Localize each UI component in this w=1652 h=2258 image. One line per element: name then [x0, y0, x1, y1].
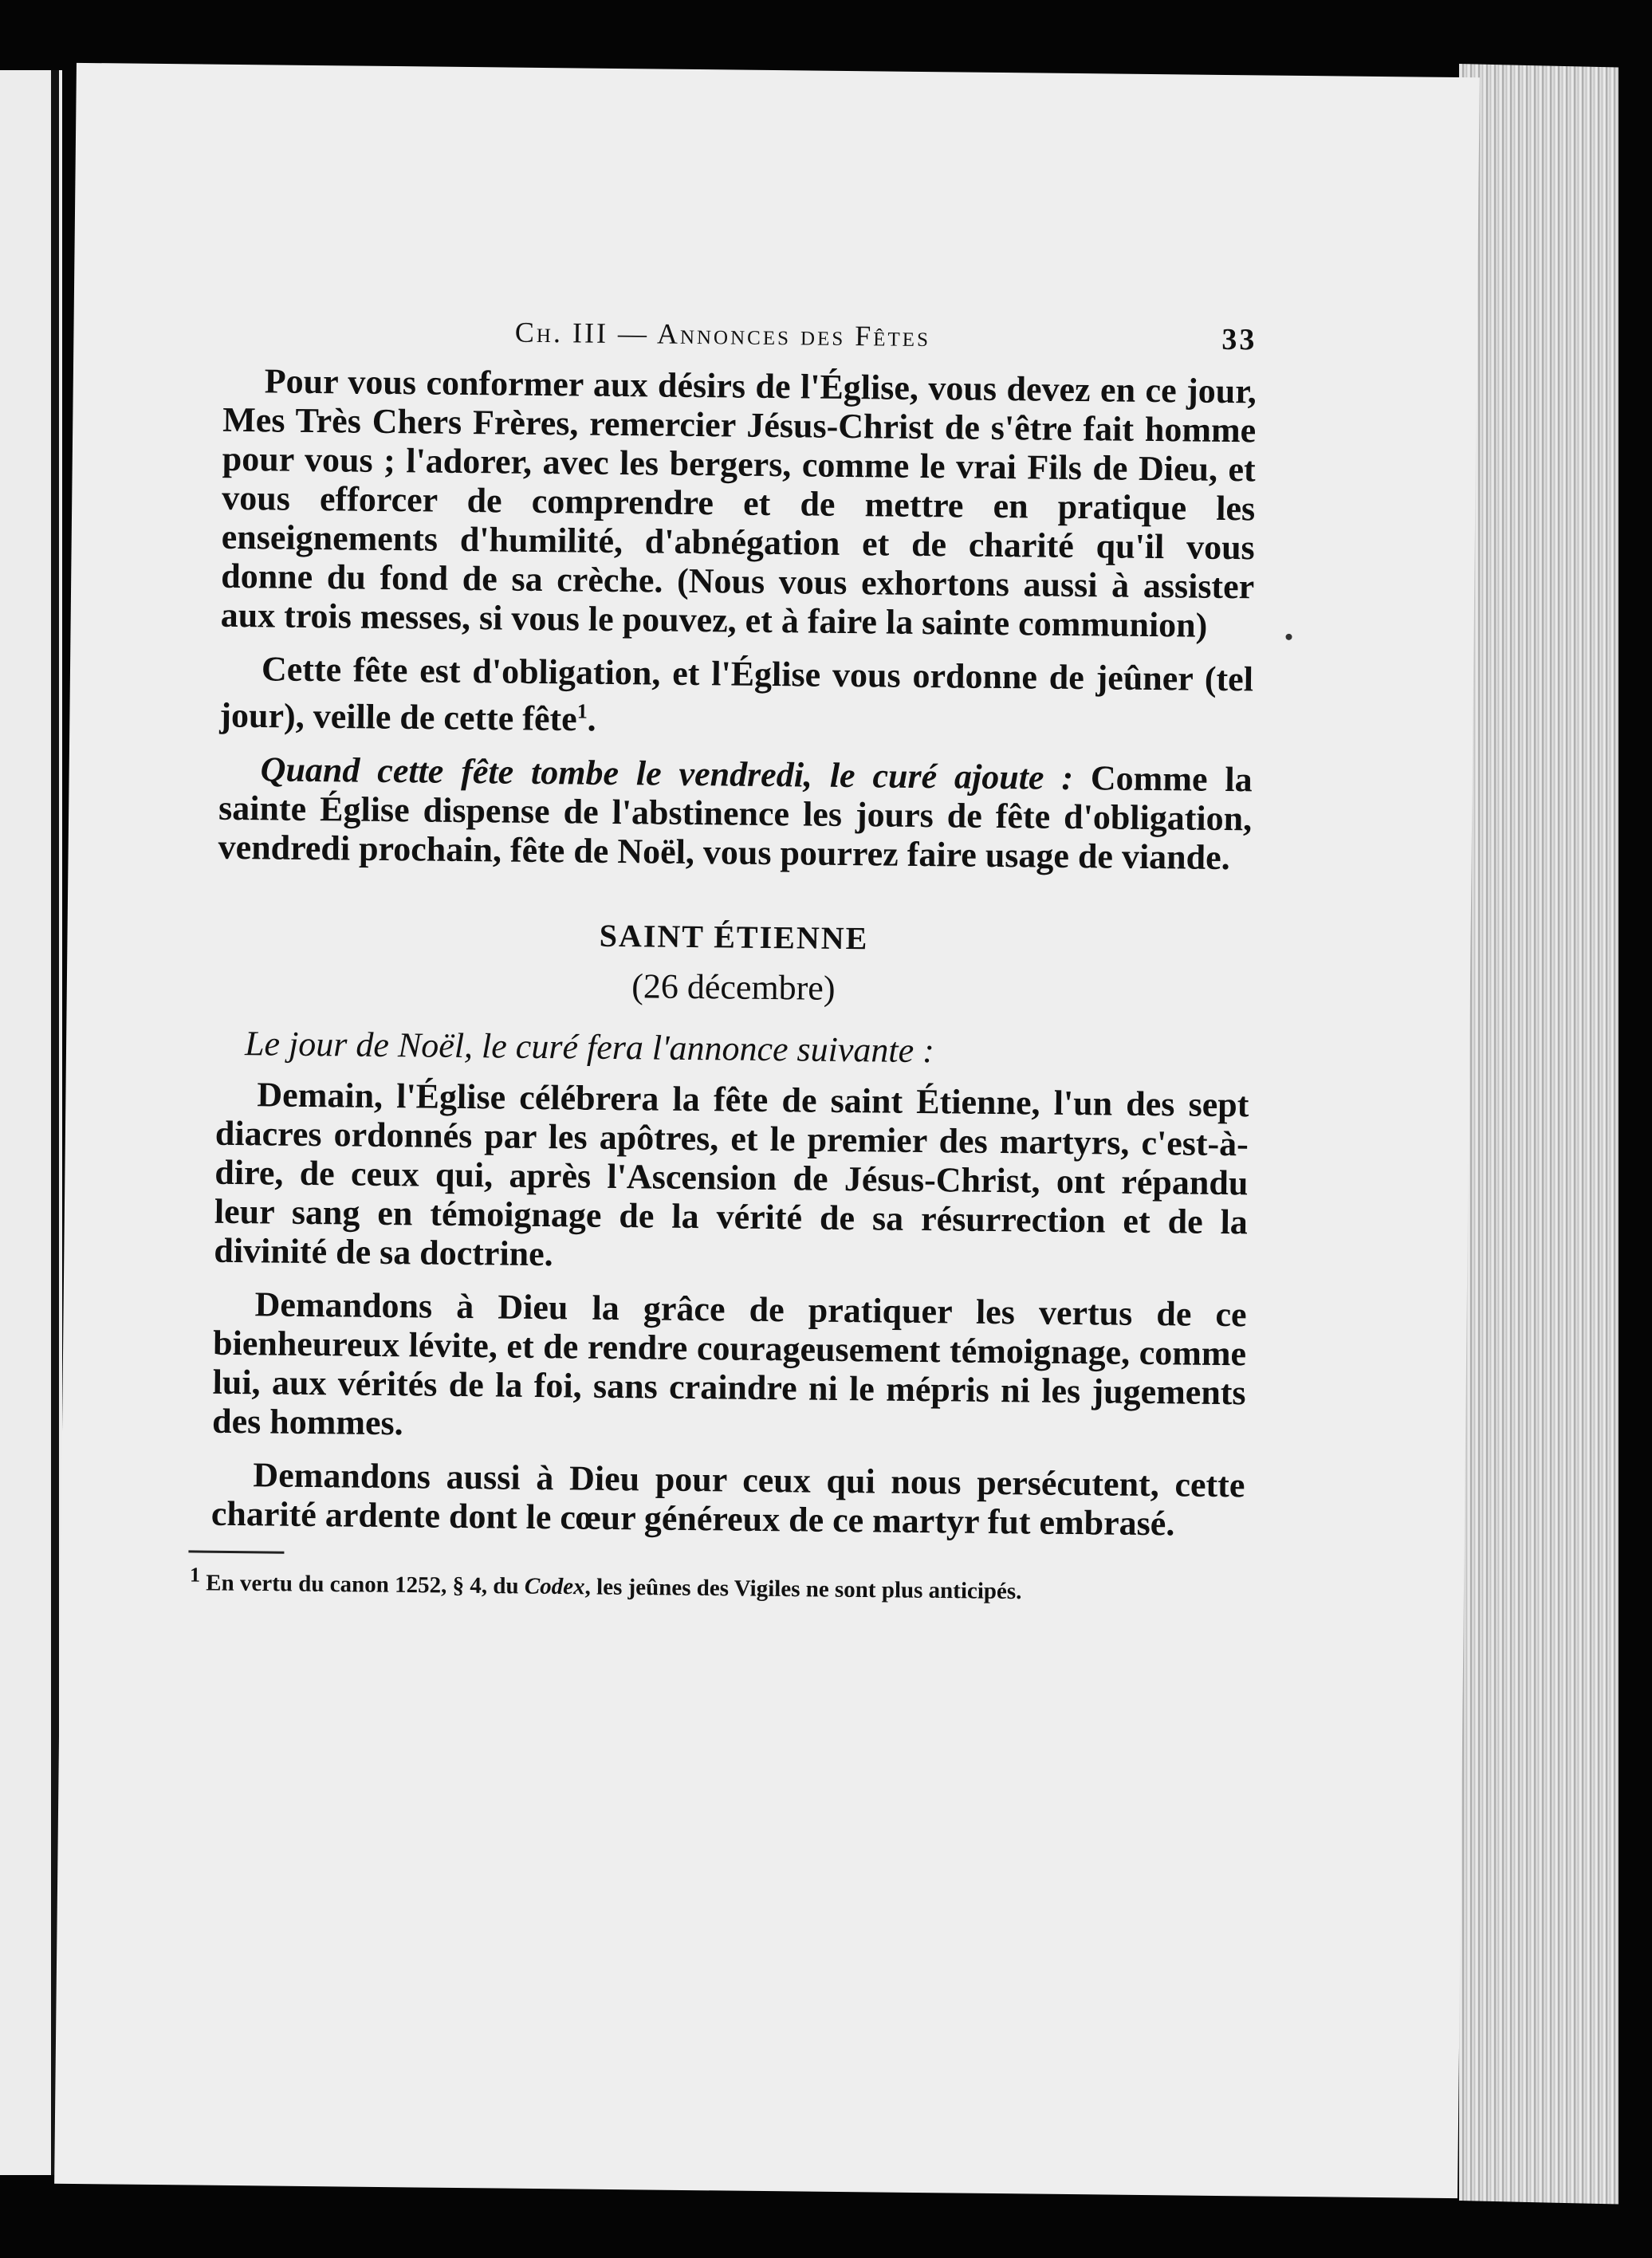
- footnote-text: En vertu du canon 1252, § 4, du: [199, 1569, 525, 1599]
- section-intro: Le jour de Noël, le curé fera l'annonce suivante :: [244, 1023, 935, 1070]
- paragraph-friday: [218, 749, 1252, 877]
- page-content: [189, 312, 1257, 1607]
- footnote-rule: [188, 1550, 284, 1553]
- book-page-edges: [1459, 64, 1619, 2205]
- footnote-codex: Codex: [524, 1573, 585, 1599]
- friday-text: Comme la sainte Église dispense de l'abstinence les jours de fête d'obligation, vendredi prochain, fête de Noël, vous pourrez faire usage de viande.: [218, 757, 1253, 877]
- friday-instruction: Quand cette fête tombe le vendredi, le curé ajoute :: [260, 749, 1074, 797]
- page-number: 33: [1221, 322, 1257, 357]
- paragraph-christmas: Pour vous conformer aux désirs de l'Église, vous devez en ce jour, Mes Très Chers Frères, remercier Jésus-Christ de s'être fait homme pour vous ; l'adorer, avec les bergers, comme le vrai Fils de Dieu, et vous efforcer de comprendre et de mettre en pratique les enseignements d'humilité, d'abnégation et de charité qu'il vous donne du fond de sa crèche. (Nous vous exhortons aussi à assister aux trois messes, si vous le pouvez, et à faire la sainte communion): [220, 361, 1257, 645]
- footnote: [190, 1562, 1250, 1607]
- section-date: (26 décembre): [631, 966, 836, 1008]
- book-page: [54, 63, 1480, 2198]
- paragraph-stephen-feast: Demain, l'Église célébrera la fête de saint Étienne, l'un des sept diacres ordonnés par les apôtres, et le premier des martyrs, c'est-à-dire, de ceux qui, après l'Ascension de Jésus-Christ, ont répandu leur sang en témoignage de la vérité de sa résurrection et de la divinité de sa doctrine.: [214, 1074, 1249, 1273]
- paragraph-obligation-end: .: [587, 699, 596, 739]
- paragraph-obligation: [219, 649, 1253, 745]
- footnote-rest: , les jeûnes des Vigiles ne sont plus anticipés.: [584, 1573, 1022, 1604]
- footnote-marker: 1: [189, 1563, 201, 1587]
- footnote-ref: 1: [576, 699, 588, 723]
- paragraph-obligation-text: Cette fête est d'obligation, et l'Église vous ordonne de jeûner (tel jour), veille de cette fête: [219, 649, 1254, 739]
- running-head: [223, 312, 1257, 358]
- paragraph-stephen-virtues: Demandons à Dieu la grâce de pratiquer les vertus de ce bienheureux lévite, et de rendre courageusement témoignage, comme lui, aux vérités de la foi, sans craindre ni le mépris ni les jugements des hommes.: [211, 1284, 1247, 1442]
- speck: [1285, 634, 1292, 640]
- section-title: SAINT ÉTIENNE: [599, 917, 869, 956]
- paragraph-stephen-persecutors: Demandons aussi à Dieu pour ceux qui nous persécutent, cette charité ardente dont le cœur généreux de ce martyr fut embrasé.: [210, 1454, 1245, 1544]
- chapter-title: Ch. III — Annonces des Fêtes: [514, 316, 931, 353]
